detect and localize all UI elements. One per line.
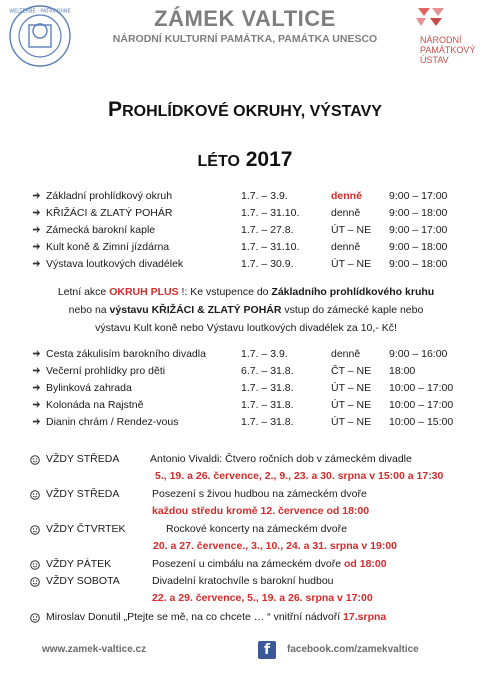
note-text: nebo na [68, 304, 110, 316]
npu-line-3: ÚSTAV [420, 55, 449, 65]
note-bold: Základního prohlídkového kruhu [271, 286, 435, 298]
tour-days: denně [331, 241, 361, 253]
smiley-icon [30, 455, 40, 465]
event-day: VŽDY PÁTEK [46, 558, 112, 570]
tour-row [0, 239, 490, 255]
event-date: 17.srpna [343, 611, 387, 623]
tour-dates: 1.7. – 31.10. [241, 207, 300, 219]
note-text: Letní akce [57, 286, 110, 298]
tour-time: 9:00 – 18:00 [389, 241, 448, 253]
tour-name: Výstava loutkových divadélek [46, 258, 184, 270]
smiley-icon [30, 560, 40, 570]
pointing-hand-icon [32, 400, 41, 409]
page-title [0, 98, 490, 122]
tour-days: ÚT – NE [331, 258, 372, 270]
tour-dates: 1.7. – 27.8. [241, 224, 294, 236]
event-day: VŽDY ČTVRTEK [46, 523, 126, 535]
tour-name: Zámecká barokní kaple [46, 224, 156, 236]
smiley-icon [30, 577, 40, 587]
pointing-hand-icon [32, 417, 41, 426]
tour-days: ČT – NE [331, 365, 372, 377]
tour-days: denně [331, 207, 361, 219]
tour-days: denně [331, 348, 361, 360]
pointing-hand-icon [32, 383, 41, 392]
unesco-ring-text: WELTERBE · PATRIMOINE [9, 8, 71, 15]
event-day: VŽDY STŘEDA [46, 488, 120, 500]
note-highlight: OKRUH PLUS [109, 286, 179, 298]
pointing-hand-icon [32, 366, 41, 375]
tour-dates: 1.7. – 31.8. [241, 399, 294, 411]
pointing-hand-icon [32, 225, 41, 234]
tour-row [0, 346, 490, 362]
okruh-plus-note [20, 283, 472, 337]
page-subtitle [0, 148, 490, 172]
tour-name: Bylinková zahrada [46, 382, 132, 394]
facebook-link[interactable]: facebook.com/zamekvaltice [287, 644, 419, 655]
pointing-hand-icon [32, 349, 41, 358]
tour-time: 9:00 – 18:00 [389, 258, 448, 270]
event-text: Miroslav Donutil „Ptejte se mě, na co chcete … “ vnitřní nádvoří [46, 611, 344, 623]
tour-days: ÚT – NE [331, 224, 372, 236]
tour-row [0, 205, 490, 221]
event-dates: 22. a 29. července, 5., 19. a 26. srpna v 17:00 [152, 592, 373, 604]
tour-name: Základní prohlídkový okruh [46, 190, 173, 202]
event-dates: 20. a 27. července., 3., 10., 24. a 31. srpna v 19:00 [153, 540, 398, 552]
tour-row [0, 188, 490, 204]
tour-time: 9:00 – 17:00 [389, 190, 448, 202]
tour-time: 9:00 – 17:00 [389, 224, 448, 236]
npu-line-2: PAMÁTKOVÝ [420, 45, 476, 55]
tour-row [0, 380, 490, 396]
facebook-icon-letter: f [264, 642, 271, 658]
event-description: Rockové koncerty na zámeckém dvoře [166, 523, 347, 535]
event-dates: 5., 19. a 26. července, 2., 9., 23. a 30. srpna v 15:00 a 17:30 [155, 470, 444, 482]
tour-days: ÚT – NE [331, 382, 372, 394]
note-text: vstup do zámecké kaple nebo [281, 304, 424, 316]
tour-time: 9:00 – 16:00 [389, 348, 448, 360]
tour-name: Kult koně & Zimní jízdárna [46, 241, 170, 253]
tour-dates: 1.7. – 3.9. [241, 190, 288, 202]
event-dates: každou středu kromě 12. července od 18:00 [152, 505, 370, 517]
tour-time: 10:00 – 15:00 [389, 416, 454, 428]
tour-row [0, 414, 490, 430]
facebook-icon[interactable] [258, 641, 276, 659]
tour-name: KŘIŽÁCI & ZLATÝ POHÁR [46, 207, 173, 219]
tour-dates: 6.7. – 31.8. [241, 365, 294, 377]
subtitle-season: LÉTO [197, 153, 240, 170]
tour-name: Cesta zákulisím barokního divadla [46, 348, 206, 360]
tour-row [0, 222, 490, 238]
tour-dates: 1.7. – 31.10. [241, 241, 300, 253]
title-rest: ROHLÍDKOVÉ OKRUHY, VÝSTAVY [122, 103, 382, 120]
event-description: Divadelní kratochvíle s barokní hudbou [152, 575, 334, 587]
pointing-hand-icon [32, 191, 41, 200]
event-description [46, 611, 386, 623]
tour-name: Večerní prohlídky pro děti [46, 365, 166, 377]
brand-block [95, 6, 395, 45]
event-description-text: Posezení u cimbálu na zámeckém dvoře [152, 558, 342, 570]
event-time: od 18:00 [341, 558, 387, 570]
tour-dates: 1.7. – 3.9. [241, 348, 288, 360]
npu-logo-icon [410, 6, 450, 28]
pointing-hand-icon [32, 259, 41, 268]
tour-row [0, 363, 490, 379]
tour-row [0, 397, 490, 413]
subtitle-year: 2017 [239, 148, 293, 171]
tour-days: ÚT – NE [331, 399, 372, 411]
npu-logo [410, 6, 480, 65]
title-first-letter: P [108, 98, 123, 121]
tour-name: Dianin chrám / Rendez-vous [46, 416, 179, 428]
tour-time: 10:00 – 17:00 [389, 399, 454, 411]
event-day: VŽDY SOBOTA [46, 575, 120, 587]
event-day: VŽDY STŘEDA [46, 453, 120, 465]
pointing-hand-icon [32, 208, 41, 217]
tour-days: ÚT – NE [331, 416, 372, 428]
event-description [152, 558, 387, 570]
tour-time: 9:00 – 18:00 [389, 207, 448, 219]
tour-row [0, 256, 490, 272]
tour-time: 10:00 – 17:00 [389, 382, 454, 394]
npu-line-1: NÁRODNÍ [420, 35, 462, 45]
tour-days: denně [331, 190, 362, 202]
tour-name: Kolonáda na Rajstně [46, 399, 144, 411]
smiley-icon [30, 613, 40, 623]
note-bold: výstavu KŘIŽÁCI & ZLATÝ POHÁR [109, 304, 282, 316]
note-text: !: Ke vstupence do [178, 286, 272, 298]
smiley-icon [30, 525, 40, 535]
brand-subtitle: NÁRODNÍ KULTURNÍ PAMÁTKA, PAMÁTKA UNESCO [112, 33, 378, 45]
smiley-icon [30, 490, 40, 500]
unesco-emblem-icon [8, 4, 72, 68]
brand-title: ZÁMEK VALTICE [154, 6, 336, 31]
tour-dates: 1.7. – 30.9. [241, 258, 294, 270]
note-text: výstavu Kult koně nebo Výstavu loutkových divadélek za 10,- Kč! [95, 322, 397, 334]
pointing-hand-icon [32, 242, 41, 251]
event-description: Antonio Vivaldi: Čtvero ročních dob v zámeckém divadle [150, 453, 412, 465]
website-link[interactable]: www.zamek-valtice.cz [42, 644, 147, 655]
tour-dates: 1.7. – 31.8. [241, 382, 294, 394]
tour-dates: 1.7. – 31.8. [241, 416, 294, 428]
event-description: Posezení s živou hudbou na zámeckém dvoře [152, 488, 367, 500]
tour-time: 18:00 [389, 365, 416, 377]
